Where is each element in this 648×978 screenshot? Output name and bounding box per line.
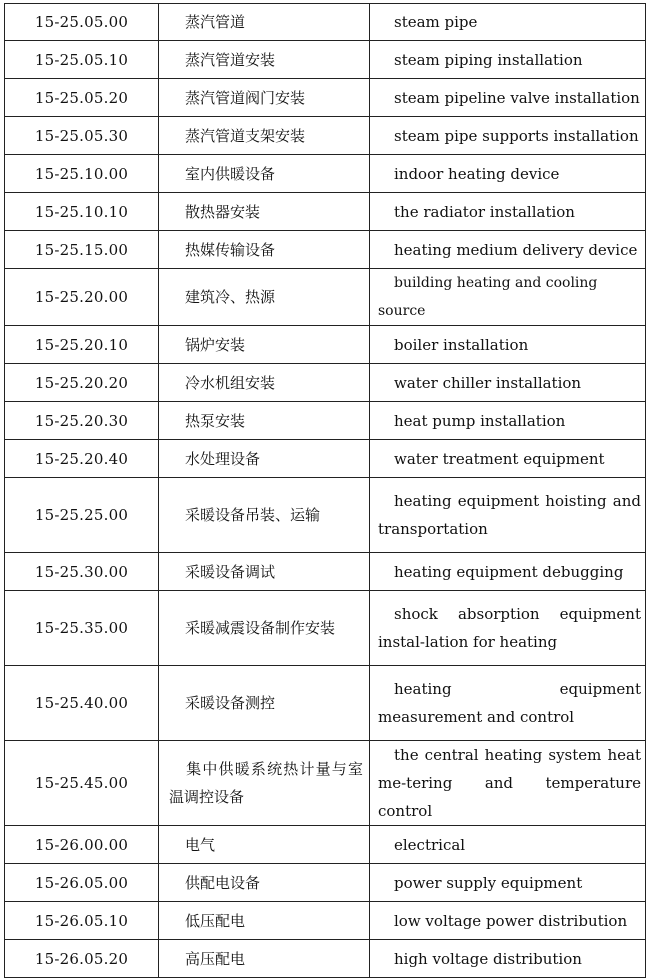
english-term-cell: low voltage power distribution bbox=[370, 902, 646, 940]
table-row bbox=[5, 741, 646, 826]
table-row bbox=[5, 864, 646, 902]
code-cell: 15-25.45.00 bbox=[5, 741, 159, 826]
table-row bbox=[5, 902, 646, 940]
chinese-term-cell: 高压配电 bbox=[159, 940, 370, 978]
chinese-term-cell: 热泵安装 bbox=[159, 402, 370, 440]
code-cell: 15-25.20.10 bbox=[5, 326, 159, 364]
table-row bbox=[5, 364, 646, 402]
english-term-cell: building heating and cooling source bbox=[370, 269, 646, 326]
english-term-cell: heat pump installation bbox=[370, 402, 646, 440]
english-term-cell: electrical bbox=[370, 826, 646, 864]
table-row bbox=[5, 666, 646, 741]
chinese-term-cell: 集中供暖系统热计量与室温调控设备 bbox=[159, 741, 370, 826]
chinese-term-cell: 建筑冷、热源 bbox=[159, 269, 370, 326]
english-term-cell: heating medium delivery device bbox=[370, 231, 646, 269]
chinese-term-cell: 电气 bbox=[159, 826, 370, 864]
table-row bbox=[5, 326, 646, 364]
code-cell: 15-25.05.30 bbox=[5, 117, 159, 155]
chinese-term-cell: 蒸汽管道支架安装 bbox=[159, 117, 370, 155]
chinese-term-cell: 蒸汽管道阀门安装 bbox=[159, 79, 370, 117]
code-cell: 15-25.20.00 bbox=[5, 269, 159, 326]
english-term-cell: water treatment equipment bbox=[370, 440, 646, 478]
english-term-cell: boiler installation bbox=[370, 326, 646, 364]
english-term-cell: water chiller installation bbox=[370, 364, 646, 402]
chinese-term-cell: 蒸汽管道安装 bbox=[159, 41, 370, 79]
english-term-cell: steam pipe bbox=[370, 4, 646, 41]
term-table bbox=[4, 3, 646, 978]
chinese-term-cell: 低压配电 bbox=[159, 902, 370, 940]
table-row bbox=[5, 4, 646, 41]
code-cell: 15-25.05.20 bbox=[5, 79, 159, 117]
english-term-cell: heating equipment hoisting and transportation bbox=[370, 478, 646, 553]
code-cell: 15-26.05.00 bbox=[5, 864, 159, 902]
code-cell: 15-25.10.10 bbox=[5, 193, 159, 231]
chinese-term-cell: 室内供暖设备 bbox=[159, 155, 370, 193]
chinese-term-cell: 水处理设备 bbox=[159, 440, 370, 478]
code-cell: 15-25.35.00 bbox=[5, 591, 159, 666]
code-cell: 15-25.05.00 bbox=[5, 4, 159, 41]
chinese-term-cell: 热媒传输设备 bbox=[159, 231, 370, 269]
code-cell: 15-25.05.10 bbox=[5, 41, 159, 79]
code-cell: 15-25.10.00 bbox=[5, 155, 159, 193]
table-row bbox=[5, 402, 646, 440]
table-row bbox=[5, 231, 646, 269]
chinese-term-cell: 散热器安装 bbox=[159, 193, 370, 231]
table-row bbox=[5, 440, 646, 478]
chinese-term-cell: 冷水机组安装 bbox=[159, 364, 370, 402]
code-cell: 15-25.15.00 bbox=[5, 231, 159, 269]
table-row bbox=[5, 269, 646, 326]
table-row bbox=[5, 117, 646, 155]
english-term-cell: steam pipe supports installation bbox=[370, 117, 646, 155]
english-term-cell: steam pipeline valve installation bbox=[370, 79, 646, 117]
english-term-cell: the radiator installation bbox=[370, 193, 646, 231]
code-cell: 15-25.40.00 bbox=[5, 666, 159, 741]
table-row bbox=[5, 591, 646, 666]
chinese-term-cell: 采暖减震设备制作安装 bbox=[159, 591, 370, 666]
table-row bbox=[5, 79, 646, 117]
code-cell: 15-25.20.20 bbox=[5, 364, 159, 402]
chinese-term-cell: 采暖设备测控 bbox=[159, 666, 370, 741]
chinese-term-cell: 供配电设备 bbox=[159, 864, 370, 902]
code-cell: 15-25.20.40 bbox=[5, 440, 159, 478]
table-row bbox=[5, 41, 646, 79]
code-cell: 15-26.00.00 bbox=[5, 826, 159, 864]
table-row bbox=[5, 553, 646, 591]
english-term-cell: indoor heating device bbox=[370, 155, 646, 193]
code-cell: 15-25.20.30 bbox=[5, 402, 159, 440]
code-cell: 15-25.30.00 bbox=[5, 553, 159, 591]
chinese-term-cell: 锅炉安装 bbox=[159, 326, 370, 364]
english-term-cell: heating equipment measurement and control bbox=[370, 666, 646, 741]
code-cell: 15-26.05.10 bbox=[5, 902, 159, 940]
table-row bbox=[5, 940, 646, 978]
table-row bbox=[5, 155, 646, 193]
table-row bbox=[5, 193, 646, 231]
table-row bbox=[5, 478, 646, 553]
chinese-term-cell: 采暖设备调试 bbox=[159, 553, 370, 591]
english-term-cell: shock absorption equipment instal-lation for heating bbox=[370, 591, 646, 666]
english-term-cell: high voltage distribution bbox=[370, 940, 646, 978]
chinese-term-cell: 蒸汽管道 bbox=[159, 4, 370, 41]
code-cell: 15-25.25.00 bbox=[5, 478, 159, 553]
english-term-cell: power supply equipment bbox=[370, 864, 646, 902]
code-cell: 15-26.05.20 bbox=[5, 940, 159, 978]
english-term-cell: steam piping installation bbox=[370, 41, 646, 79]
english-term-cell: heating equipment debugging bbox=[370, 553, 646, 591]
chinese-term-cell: 采暖设备吊装、运输 bbox=[159, 478, 370, 553]
english-term-cell: the central heating system heat me-tering and temperature control bbox=[370, 741, 646, 826]
table-row bbox=[5, 826, 646, 864]
